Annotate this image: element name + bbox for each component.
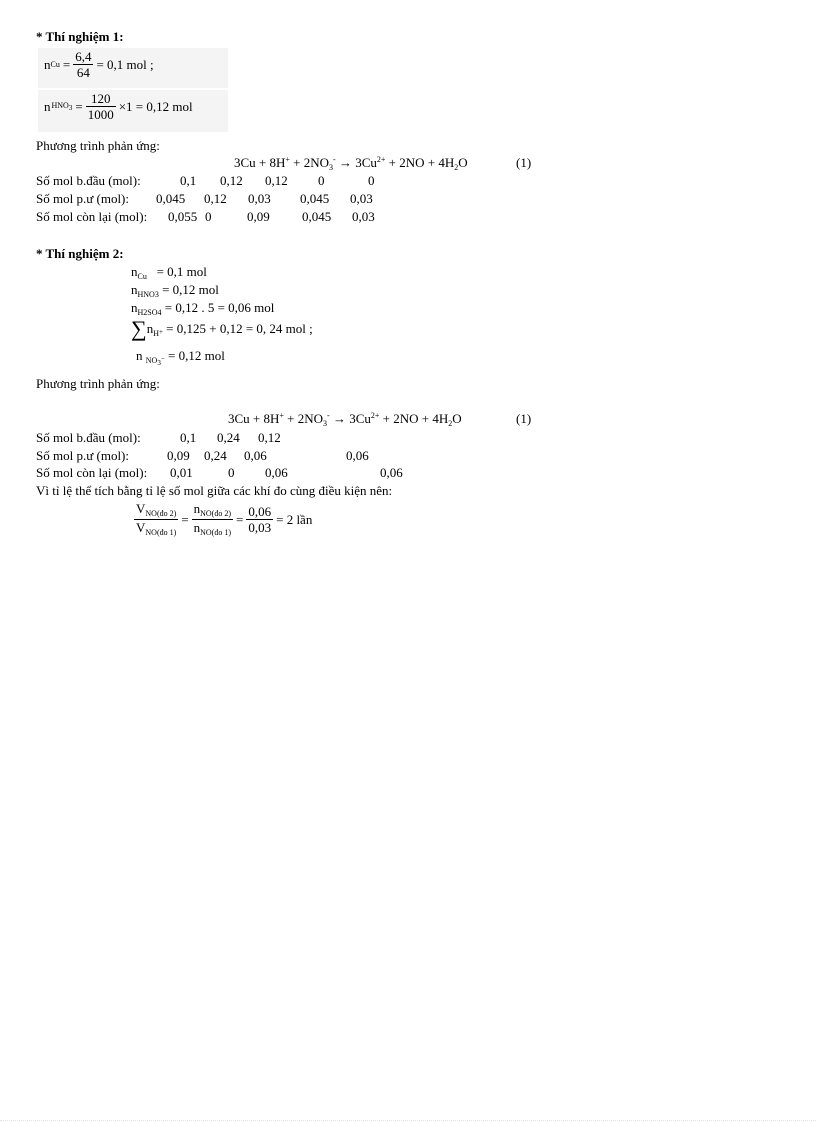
n-subscript: Cu [50,59,60,69]
denominator: 1000 [87,107,114,122]
exp1-nhno3-formula [38,90,228,132]
exp1-row-value: 0,03 [350,191,373,206]
exp1-row-value: 0 [205,209,212,224]
exp2-row-value: 0 [228,465,235,480]
exp1-row-value: 0,1 [180,173,197,188]
exp1-row-value: 0,045 [302,209,332,224]
equals-sign: = [62,57,71,72]
exp1-reaction-equation: $3Cu + 8H^+ + 2NO_3^- \to 3Cu^{2+} + 2NO + 4H_2O$ [234,155,468,172]
fraction [73,50,93,79]
exp2-ncu: $n_{Cu}$ = 0,1 mol [131,264,207,281]
exp1-row-value: 0,045 [156,191,186,206]
exp1-row-value: 0,03 [352,209,375,224]
result: ×1 = 0,12 mol [118,99,193,114]
exp1-row-label: Số mol b.đầu (mol): [36,173,141,188]
exp2-reaction-label: Phương trình phản ứng: [36,376,160,391]
exp1-row-value: 0 [368,173,375,188]
exp2-nhno3: $n_{HNO3} = 0,12$ mol [131,282,219,299]
exp2-conclusion: Vì tỉ lệ thể tích bằng tỉ lệ số mol giữa các khí đo cùng điều kiện nên: [36,483,393,498]
exp2-row-value: 0,01 [170,465,193,480]
n-symbol: n [44,57,51,72]
volume-fraction: $\frac{V_{NO(đo 2)}}{V_{NO(đo 1)}}$ [136,501,177,537]
exp1-row-value: 0,12 [220,173,243,188]
exp2-reaction-number: (1) [516,411,532,426]
exp2-heading: * Thí nghiệm 2: [36,246,124,261]
exp2-row-label: Số mol còn lại (mol): [36,465,148,480]
exp2-reaction-equation: $3Cu + 8H^+ + 2NO_3^- \to 3Cu^{2+} + 2NO + 4H_2O$ [228,411,462,428]
exp2-nh2so4: $n_{H2SO4} = 0,12$ . 5 = 0,06 mol [131,300,275,317]
denominator: 64 [76,65,90,80]
fraction [86,92,116,121]
exp2-row-value: 0,24 [217,430,240,445]
exp2-row-value: 0,06 [380,465,403,480]
page-bottom-divider [0,1120,816,1121]
exp1-row-value: 0,045 [300,191,330,206]
exp2-row-label: Số mol p.ư (mol): [36,448,129,463]
exp2-row-value: 0,09 [167,448,190,463]
exp1-reaction-label: Phương trình phản ứng: [36,138,160,153]
exp1-heading: * Thí nghiệm 1: [36,29,124,44]
exp1-reaction-number: (1) [516,155,532,170]
ratio-result: = 2 lần [276,512,313,527]
exp2-row-value: 0,12 [258,430,281,445]
exp2-nno3: n $_{NO3}$− = 0,12 mol [136,348,225,367]
n-symbol: n [44,99,51,114]
exp1-row-label: Số mol còn lại (mol): [36,209,148,224]
exp1-ncu-formula [38,48,228,88]
exp1-row-value: 0,03 [248,191,271,206]
numerator: 120 [86,92,116,107]
exp2-row-label: Số mol b.đầu (mol): [36,430,141,445]
exp1-row-value: 0,12 [204,191,227,206]
exp1-row-value: 0,055 [168,209,198,224]
exp2-sum-h: $\sum n_H+ = 0,125 + 0,12 = 0$, 24 mol ; [131,316,313,341]
equals-sign: = [75,99,83,114]
exp2-row-value: 0,1 [180,430,197,445]
result: = 0,1 mol ; [96,57,154,72]
exp1-row-value: 0,12 [265,173,288,188]
exp2-row-value: 0,06 [346,448,369,463]
exp2-ratio-formula: $\frac{V_{NO(đo 2)}}{V_{NO(đo 1)}}$ = $\frac{n_{NO(đo 2)}}{n_{NO(đo 1)}}$ = $\frac{0,06}{0,03}$ = 2 lần [136,501,313,537]
exp2-row-value: 0,06 [265,465,288,480]
exp2-row-value: 0,24 [204,448,227,463]
n-subscript: HNO3 [51,100,73,112]
exp2-row-value: 0,06 [244,448,267,463]
sigma-symbol: ∑ [131,316,147,341]
exp1-row-value: 0,09 [247,209,270,224]
exp1-row-value: 0 [318,173,325,188]
numerator: 6,4 [75,49,92,64]
exp1-row-label: Số mol p.ư (mol): [36,191,129,206]
mole-fraction: $\frac{n_{NO(đo 2)}}{n_{NO(đo 1)}}$ [193,501,232,537]
value-fraction: $\frac{0,06}{0,03}$ [248,504,272,535]
